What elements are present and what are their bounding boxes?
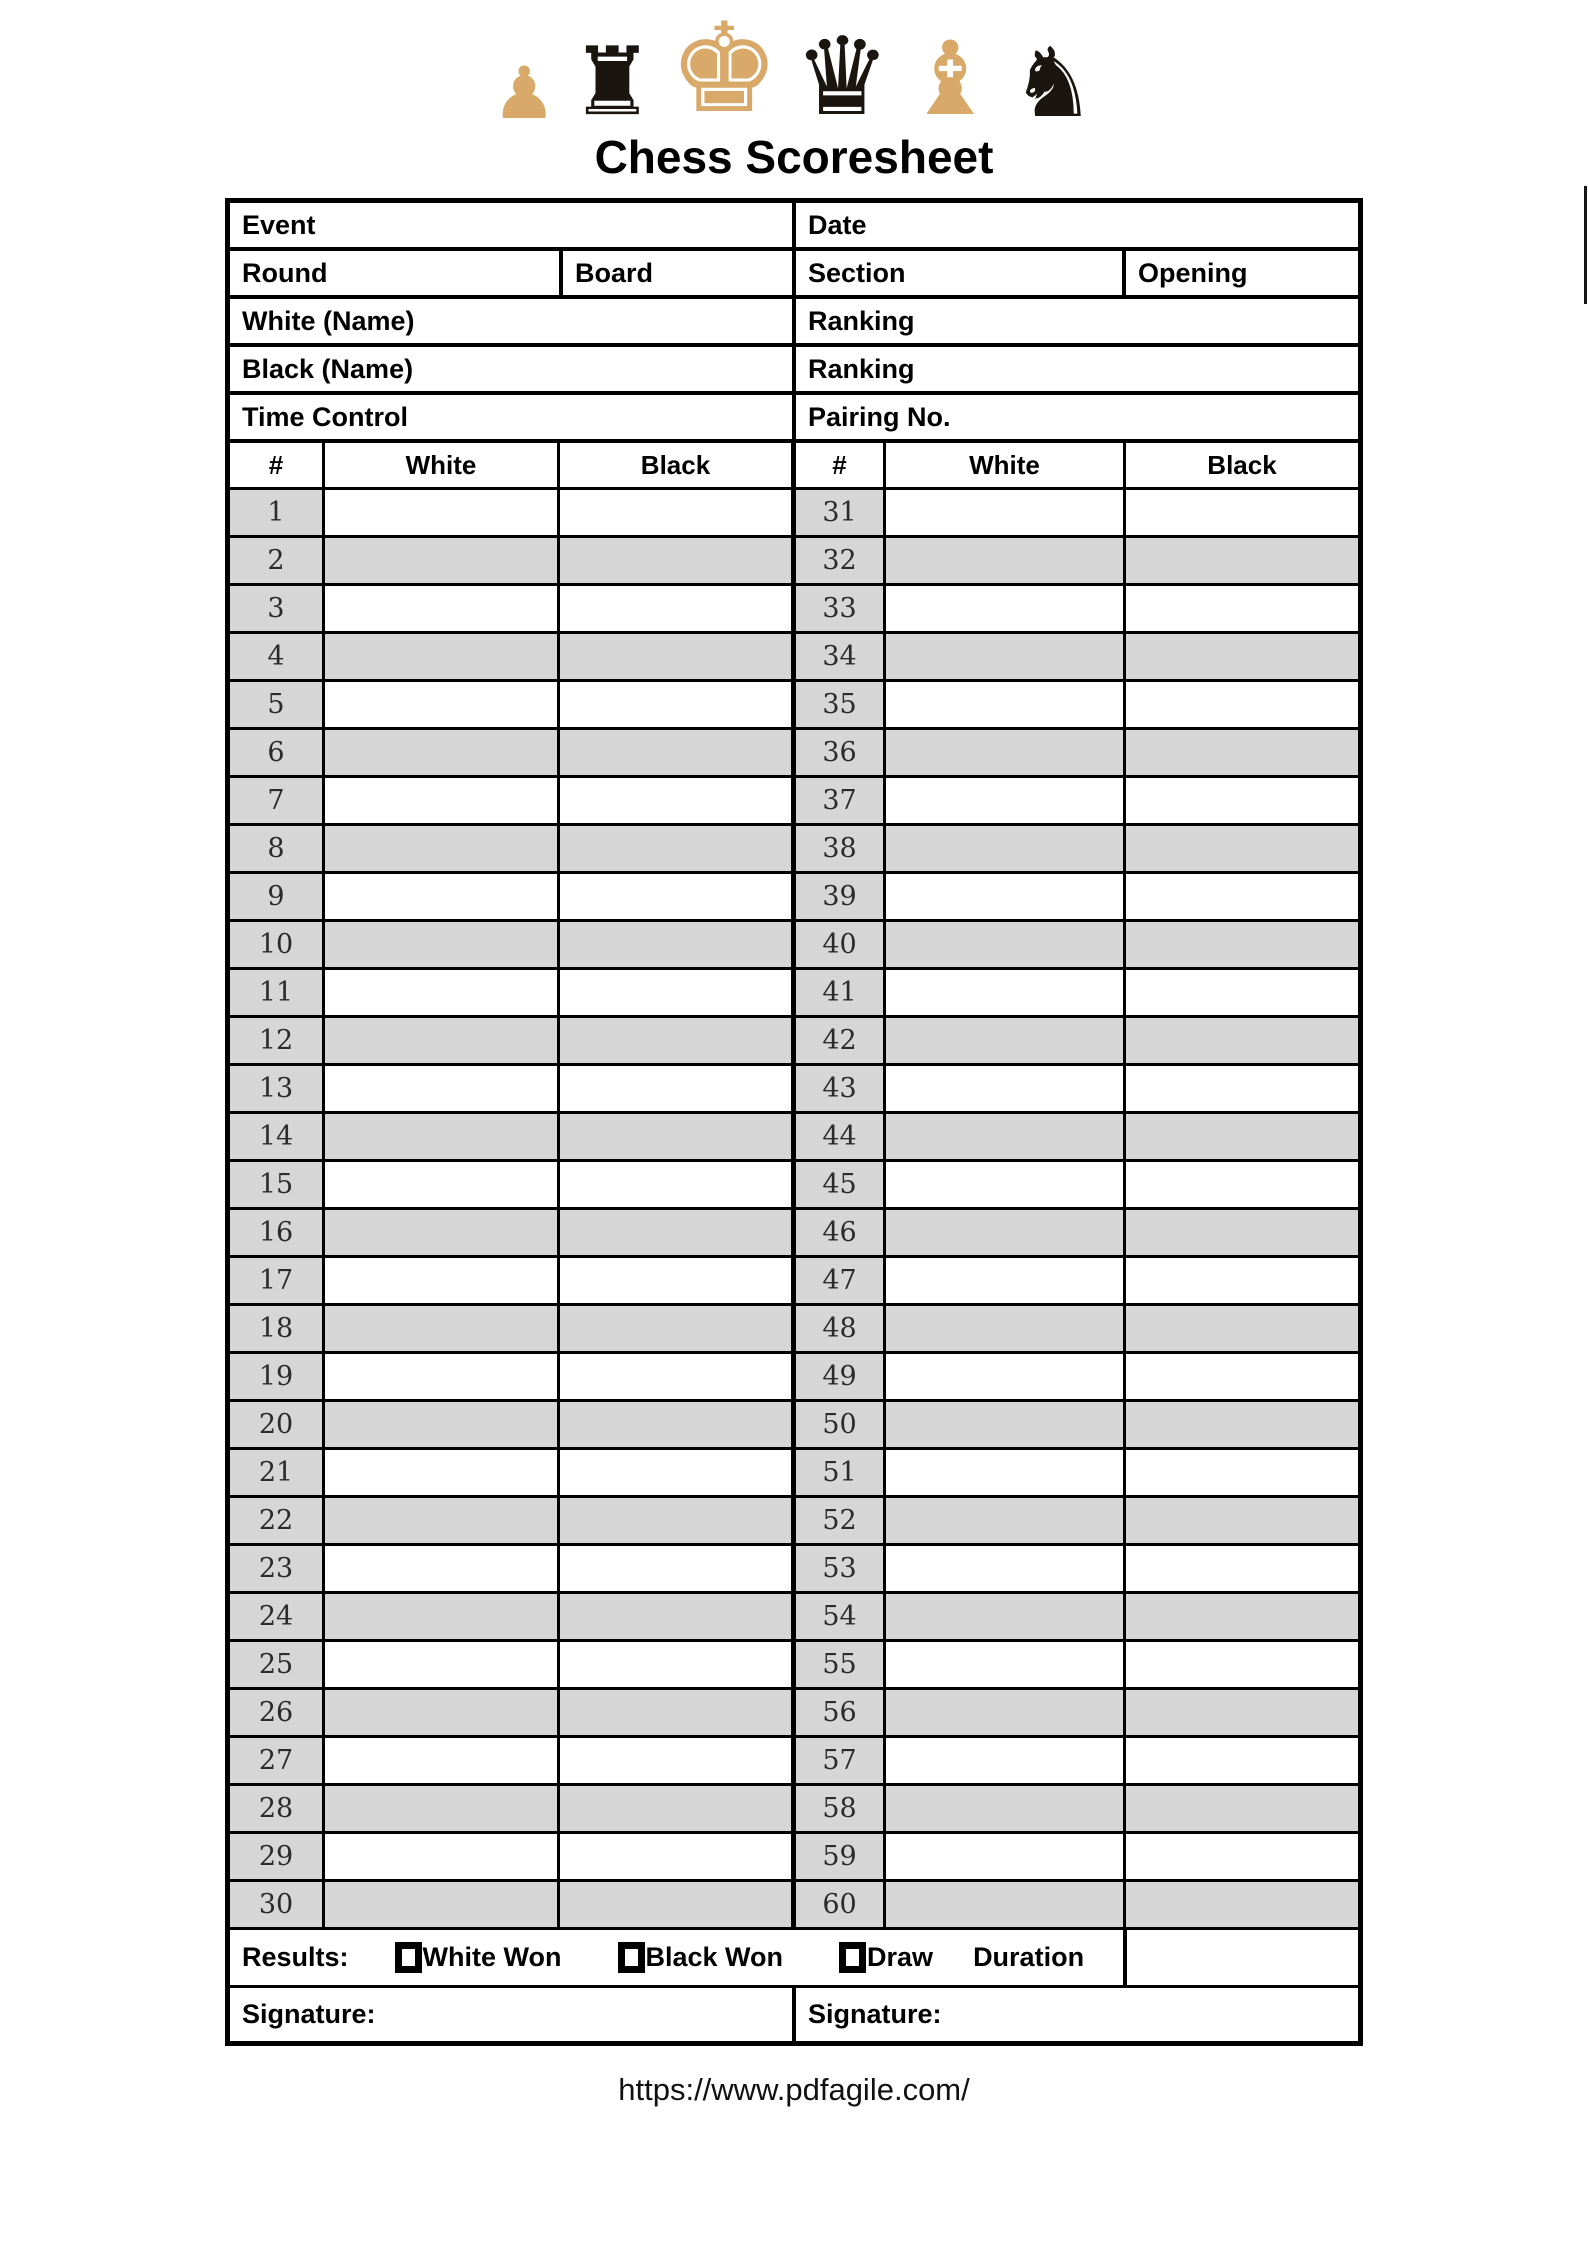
move-row [230,1498,1358,1546]
white-move-cell [886,1066,1126,1111]
col-header-num-left: # [230,443,325,487]
move-number: 50 [796,1402,886,1447]
move-row [230,586,1358,634]
move-number: 4 [230,634,325,679]
black-move-cell [560,1210,796,1255]
move-row [230,874,1358,922]
move-number: 5 [230,682,325,727]
move-row [230,1642,1358,1690]
black-move-cell [560,1882,796,1927]
white-move-cell [886,1354,1126,1399]
king-piece-icon: ♚ [668,0,780,142]
white-move-cell [886,586,1126,631]
black-move-cell [1126,1450,1358,1495]
footer-url: https://www.pdfagile.com/ [618,2072,970,2107]
info-row-time-control [230,395,1358,443]
result-option-black-won [618,1942,784,1973]
black-move-cell [1126,1834,1358,1879]
move-number: 33 [796,586,886,631]
info-row-white-name [230,299,1358,347]
col-header-white-right: White [886,443,1126,487]
move-row [230,1066,1358,1114]
white-move-cell [886,1882,1126,1927]
signature-left: Signature: [230,1988,796,2041]
white-move-cell [886,826,1126,871]
move-number: 53 [796,1546,886,1591]
move-number: 6 [230,730,325,775]
white-move-cell [886,1690,1126,1735]
move-row [230,634,1358,682]
move-number: 25 [230,1642,325,1687]
white-move-cell [886,1546,1126,1591]
move-number: 20 [230,1402,325,1447]
move-number: 35 [796,682,886,727]
white-move-cell [886,1114,1126,1159]
white-move-cell [325,1402,560,1447]
white-name-field: White (Name) [230,299,796,343]
white-move-cell [886,1258,1126,1303]
black-move-cell [1126,1018,1358,1063]
white-move-cell [325,682,560,727]
move-number: 10 [230,922,325,967]
move-number: 17 [230,1258,325,1303]
move-number: 47 [796,1258,886,1303]
white-move-cell [325,1114,560,1159]
white-move-cell [325,874,560,919]
move-number: 48 [796,1306,886,1351]
black-move-cell [560,1354,796,1399]
move-row [230,970,1358,1018]
move-number: 55 [796,1642,886,1687]
result-option-draw [839,1942,933,1973]
white-move-cell [325,634,560,679]
move-number: 58 [796,1786,886,1831]
round-field: Round [230,251,563,295]
move-number: 19 [230,1354,325,1399]
move-number: 36 [796,730,886,775]
black-move-cell [1126,970,1358,1015]
black-move-cell [560,1642,796,1687]
white-move-cell [325,1018,560,1063]
move-row [230,1354,1358,1402]
event-field: Event [230,203,796,247]
signature-right: Signature: [808,1999,942,2029]
black-move-cell [560,538,796,583]
white-move-cell [886,922,1126,967]
black-move-cell [560,1402,796,1447]
black-move-cell [560,682,796,727]
move-number: 30 [230,1882,325,1927]
move-row [230,1690,1358,1738]
duration-label: Duration [973,1942,1085,1972]
pawn-piece-icon: ♟ [491,51,557,136]
info-row-round-board-section-opening [230,251,1358,299]
move-row [230,1450,1358,1498]
white-move-cell [886,1402,1126,1447]
move-row [230,922,1358,970]
black-move-cell [560,1162,796,1207]
move-row [230,1546,1358,1594]
white-move-cell [886,1642,1126,1687]
move-number: 34 [796,634,886,679]
result-option-white-won [395,1942,562,1973]
black-move-cell [560,970,796,1015]
move-number: 9 [230,874,325,919]
white-move-cell [886,1210,1126,1255]
white-move-cell [886,1498,1126,1543]
col-header-black-right: Black [1126,443,1358,487]
black-move-cell [560,730,796,775]
white-won-label: White Won [422,1942,562,1972]
moves-header-row [230,443,1358,490]
move-row [230,1594,1358,1642]
move-row [230,826,1358,874]
black-move-cell [1126,1594,1358,1639]
white-ranking-field: Ranking [808,305,915,336]
scoresheet-table [225,198,1363,2046]
black-move-cell [1126,1306,1358,1351]
white-move-cell [325,586,560,631]
black-move-cell [1126,874,1358,919]
white-move-cell [325,1258,560,1303]
queen-piece-icon: ♛ [793,14,891,140]
white-won-checkbox[interactable] [395,1942,422,1973]
move-number: 16 [230,1210,325,1255]
black-move-cell [1126,1882,1358,1927]
black-move-cell [560,634,796,679]
info-row-black-name [230,347,1358,395]
move-row [230,1306,1358,1354]
white-move-cell [325,1546,560,1591]
black-move-cell [1126,1066,1358,1111]
rook-piece-icon: ♜ [570,28,655,138]
black-move-cell [560,778,796,823]
white-move-cell [325,1306,560,1351]
black-won-checkbox[interactable] [618,1942,645,1973]
white-move-cell [886,1450,1126,1495]
black-move-cell [560,1258,796,1303]
knight-piece-icon: ♞ [1010,26,1097,139]
black-move-cell [560,1066,796,1111]
date-field: Date [808,209,867,240]
black-ranking-field: Ranking [808,353,915,384]
black-move-cell [1126,682,1358,727]
white-move-cell [325,1354,560,1399]
white-move-cell [325,970,560,1015]
black-move-cell [1126,1786,1358,1831]
black-move-cell [560,1690,796,1735]
signature-row [230,1988,1358,2041]
black-move-cell [560,1786,796,1831]
move-number: 31 [796,490,886,535]
move-number: 32 [796,538,886,583]
white-move-cell [325,538,560,583]
black-move-cell [1126,1690,1358,1735]
white-move-cell [325,922,560,967]
white-move-cell [325,1786,560,1831]
results-left [230,1930,1127,1985]
pairing-no-field: Pairing No. [808,401,951,432]
move-number: 23 [230,1546,325,1591]
black-move-cell [1126,1162,1358,1207]
chess-pieces-image [0,0,1588,142]
white-move-cell [886,490,1126,535]
white-move-cell [325,1594,560,1639]
move-number: 44 [796,1114,886,1159]
move-number: 24 [230,1594,325,1639]
black-move-cell [1126,1402,1358,1447]
white-move-cell [886,1162,1126,1207]
scrollbar-thumb[interactable] [1584,186,1587,304]
white-move-cell [325,1162,560,1207]
white-move-cell [886,970,1126,1015]
black-move-cell [1126,1354,1358,1399]
black-move-cell [1126,1498,1358,1543]
move-number: 60 [796,1882,886,1927]
move-number: 28 [230,1786,325,1831]
black-move-cell [560,1114,796,1159]
white-move-cell [886,778,1126,823]
move-row [230,1738,1358,1786]
black-move-cell [1126,1546,1358,1591]
move-row [230,682,1358,730]
black-won-label: Black Won [645,1942,784,1972]
black-move-cell [560,826,796,871]
move-number: 14 [230,1114,325,1159]
move-number: 40 [796,922,886,967]
move-row [230,1258,1358,1306]
black-move-cell [560,1498,796,1543]
move-number: 11 [230,970,325,1015]
move-number: 42 [796,1018,886,1063]
move-row [230,1114,1358,1162]
white-move-cell [886,682,1126,727]
white-move-cell [325,1210,560,1255]
move-number: 46 [796,1210,886,1255]
move-row [230,1882,1358,1930]
moves-body [230,490,1358,1930]
move-number: 59 [796,1834,886,1879]
black-move-cell [1126,538,1358,583]
white-move-cell [325,1738,560,1783]
white-move-cell [325,1498,560,1543]
move-number: 57 [796,1738,886,1783]
white-move-cell [886,1594,1126,1639]
move-number: 56 [796,1690,886,1735]
white-move-cell [325,1690,560,1735]
section-field: Section [796,251,1126,295]
white-move-cell [886,634,1126,679]
move-number: 27 [230,1738,325,1783]
move-number: 43 [796,1066,886,1111]
white-move-cell [325,490,560,535]
black-move-cell [560,1594,796,1639]
white-move-cell [886,1738,1126,1783]
black-move-cell [560,874,796,919]
info-row-event-date [230,203,1358,251]
move-number: 12 [230,1018,325,1063]
white-move-cell [325,730,560,775]
results-label: Results: [242,1942,349,1972]
move-number: 3 [230,586,325,631]
move-number: 15 [230,1162,325,1207]
black-move-cell [1126,826,1358,871]
white-move-cell [325,1642,560,1687]
move-number: 51 [796,1450,886,1495]
white-move-cell [325,1450,560,1495]
col-header-black-left: Black [560,443,796,487]
white-move-cell [325,778,560,823]
move-row [230,1162,1358,1210]
move-row [230,1210,1358,1258]
move-row [230,1018,1358,1066]
black-move-cell [1126,490,1358,535]
white-move-cell [886,874,1126,919]
black-move-cell [560,922,796,967]
black-name-field: Black (Name) [230,347,796,391]
black-move-cell [1126,1642,1358,1687]
move-number: 22 [230,1498,325,1543]
draw-checkbox[interactable] [839,1942,866,1973]
white-move-cell [886,1018,1126,1063]
move-row [230,1402,1358,1450]
move-row [230,1786,1358,1834]
move-number: 45 [796,1162,886,1207]
black-move-cell [1126,922,1358,967]
move-row [230,730,1358,778]
white-move-cell [886,1834,1126,1879]
black-move-cell [1126,1210,1358,1255]
white-move-cell [886,1786,1126,1831]
move-number: 26 [230,1690,325,1735]
draw-label: Draw [867,1942,934,1972]
move-row [230,778,1358,826]
page-title: Chess Scoresheet [594,131,994,183]
black-move-cell [1126,1738,1358,1783]
white-move-cell [325,1834,560,1879]
move-number: 7 [230,778,325,823]
move-number: 18 [230,1306,325,1351]
move-number: 52 [796,1498,886,1543]
col-header-num-right: # [796,443,886,487]
black-move-cell [1126,634,1358,679]
opening-field: Opening [1138,257,1248,288]
move-number: 21 [230,1450,325,1495]
black-move-cell [560,1738,796,1783]
white-move-cell [325,826,560,871]
move-number: 39 [796,874,886,919]
move-number: 13 [230,1066,325,1111]
board-field: Board [563,251,796,295]
white-move-cell [325,1882,560,1927]
white-move-cell [886,1306,1126,1351]
black-move-cell [1126,730,1358,775]
move-number: 54 [796,1594,886,1639]
black-move-cell [1126,1114,1358,1159]
white-move-cell [886,538,1126,583]
move-number: 1 [230,490,325,535]
black-move-cell [1126,1258,1358,1303]
black-move-cell [560,586,796,631]
black-move-cell [560,1018,796,1063]
move-number: 8 [230,826,325,871]
bishop-piece-icon: ♝ [904,20,997,140]
move-row [230,490,1358,538]
black-move-cell [560,1834,796,1879]
white-move-cell [886,730,1126,775]
move-number: 38 [796,826,886,871]
black-move-cell [560,1546,796,1591]
time-control-field: Time Control [230,395,796,439]
black-move-cell [1126,586,1358,631]
duration-value-cell [1127,1930,1358,1985]
black-move-cell [560,1306,796,1351]
move-number: 49 [796,1354,886,1399]
move-number: 41 [796,970,886,1015]
results-row [230,1930,1358,1988]
black-move-cell [560,490,796,535]
white-move-cell [325,1066,560,1111]
black-move-cell [1126,778,1358,823]
move-row [230,1834,1358,1882]
move-number: 37 [796,778,886,823]
move-row [230,538,1358,586]
black-move-cell [560,1450,796,1495]
col-header-white-left: White [325,443,560,487]
move-number: 2 [230,538,325,583]
move-number: 29 [230,1834,325,1879]
